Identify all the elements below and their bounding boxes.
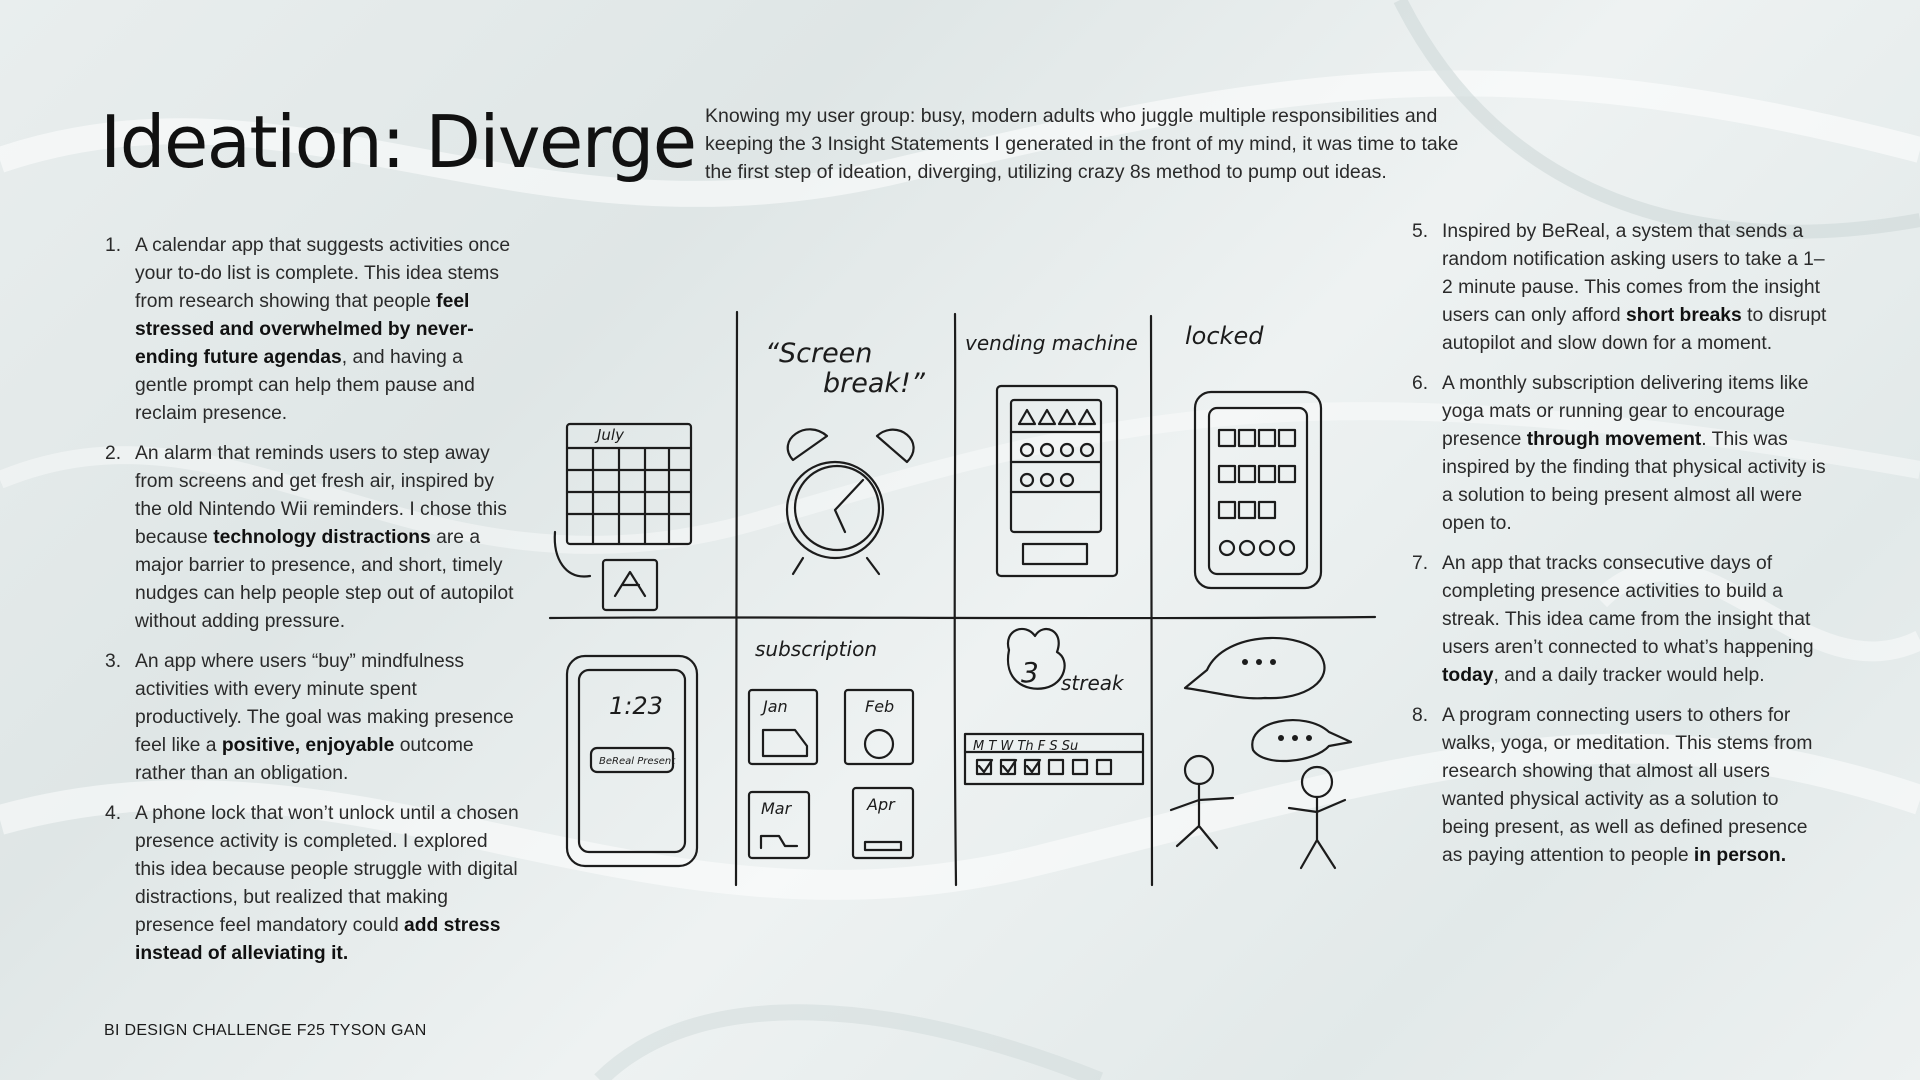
clock-time-label: 1:23: [609, 692, 663, 720]
idea-text: A program connecting users to others for walks, yoga, or meditation. This stems from research showing that almost all users wanted physical activity as a solution to being present, as well as defined presence as paying attention to people: [1442, 705, 1813, 866]
idea-text: An alarm that reminds users to step away from screens and get fresh air, inspired by the old Nintendo Wii reminders. I chose this because: [135, 443, 507, 548]
idea-number: 1.: [105, 235, 122, 256]
idea-text: . This was inspired by the finding that physical activity is a solution to being present almost all were open to.: [1442, 429, 1826, 534]
idea-text: Inspired by BeReal, a system that sends a random notification asking users to take a 1–2 minute pause. This comes from the insight users can only afford: [1442, 221, 1825, 326]
idea-item: [105, 440, 520, 636]
idea-emphasis: feel stressed and overwhelmed by never-ending future agendas: [135, 291, 474, 368]
idea-item: [105, 800, 520, 968]
idea-text: A monthly subscription delivering items like yoga mats or running gear to encourage presence: [1442, 373, 1809, 450]
idea-text: , and having a gentle prompt can help them pause and reclaim presence.: [135, 347, 475, 424]
ideas-list-left: [105, 232, 520, 980]
crazy-8s-sketch: [545, 300, 1377, 900]
idea-emphasis: through movement: [1526, 429, 1702, 450]
idea-number: 4.: [105, 803, 122, 824]
sketch-bereal-phone: [567, 656, 697, 866]
streak-word-label: streak: [1061, 671, 1124, 695]
calendar-month-label: July: [597, 426, 624, 444]
ideas-list-right: [1412, 218, 1827, 882]
idea-emphasis: in person.: [1693, 845, 1787, 866]
idea-item: [1412, 702, 1827, 870]
idea-emphasis: short breaks: [1626, 305, 1742, 326]
idea-text: outcome rather than an obligation.: [135, 735, 474, 784]
idea-emphasis: technology distractions: [213, 527, 431, 548]
streak-count-label: 3: [1021, 656, 1039, 689]
idea-number: 3.: [105, 651, 122, 672]
locked-label: locked: [1185, 322, 1264, 350]
sketch-alarm-clock: [765, 338, 926, 574]
month-jan: Jan: [763, 697, 788, 716]
idea-text: , and a daily tracker would help.: [1493, 665, 1765, 686]
month-feb: Feb: [865, 697, 895, 716]
idea-number: 2.: [105, 443, 122, 464]
screen-break-label-2: break!”: [823, 368, 925, 399]
sketch-calendar: [555, 424, 691, 610]
idea-item: [1412, 370, 1827, 538]
intro-paragraph: Knowing my user group: busy, modern adults who juggle multiple responsibilities and keeping the 3 Insight Statements I generated in the front of my mind, it was time to take the first step of ideation, diverging, utilizing crazy 8s method to pump out ideas.: [705, 105, 1459, 183]
idea-emphasis: positive, enjoyable: [221, 735, 395, 756]
vending-label: vending machine: [965, 331, 1138, 355]
idea-number: 7.: [1412, 553, 1429, 574]
idea-emphasis: today: [1442, 665, 1494, 686]
idea-item: [1412, 550, 1827, 690]
sketch-grid-lines: [550, 312, 1375, 885]
idea-emphasis: add stress instead of alleviating it.: [135, 915, 501, 964]
idea-text: A phone lock that won’t unlock until a chosen presence activity is completed. I explored this idea because people struggle with digital distractions, but realized that making presence feel mandatory could: [135, 803, 519, 936]
subscription-label: subscription: [755, 637, 877, 661]
weekdays-label: M T W Th F S Su: [973, 739, 1079, 754]
idea-item: [105, 648, 520, 788]
idea-item: [105, 232, 520, 428]
idea-number: 8.: [1412, 705, 1429, 726]
idea-number: 5.: [1412, 221, 1429, 242]
month-apr: Apr: [867, 795, 895, 814]
idea-text: are a major barrier to presence, and short, timely nudges can help people step out of autopilot without adding pressure.: [135, 527, 514, 632]
idea-text: An app where users “buy” mindfulness activities with every minute spent productively. The goal was making presence feel like a: [135, 651, 514, 756]
sketch-subscription: [749, 637, 913, 858]
idea-item: [1412, 218, 1827, 358]
bereal-notice-label: BeReal Present: [599, 756, 676, 767]
screen-break-label: “Screen: [765, 338, 873, 369]
sketch-locked-grid: [1185, 322, 1321, 588]
idea-text: to disrupt autopilot and slow down for a moment.: [1442, 305, 1827, 354]
idea-text: A calendar app that suggests activities once your to-do list is complete. This idea stems from research showing that people: [135, 235, 511, 312]
page-title: Ideation: Diverge: [100, 100, 696, 184]
idea-number: 6.: [1412, 373, 1429, 394]
footer-credit: BI DESIGN CHALLENGE F25 TYSON GAN: [104, 1022, 427, 1039]
sketch-streak: [965, 629, 1143, 784]
month-mar: Mar: [761, 799, 792, 818]
sketch-people-talking: [1171, 638, 1351, 868]
idea-text: An app that tracks consecutive days of completing presence activities to build a streak. This idea came from the insight that users aren’t connected to what’s happening: [1442, 553, 1814, 658]
sketch-vending-machine: [965, 331, 1138, 576]
